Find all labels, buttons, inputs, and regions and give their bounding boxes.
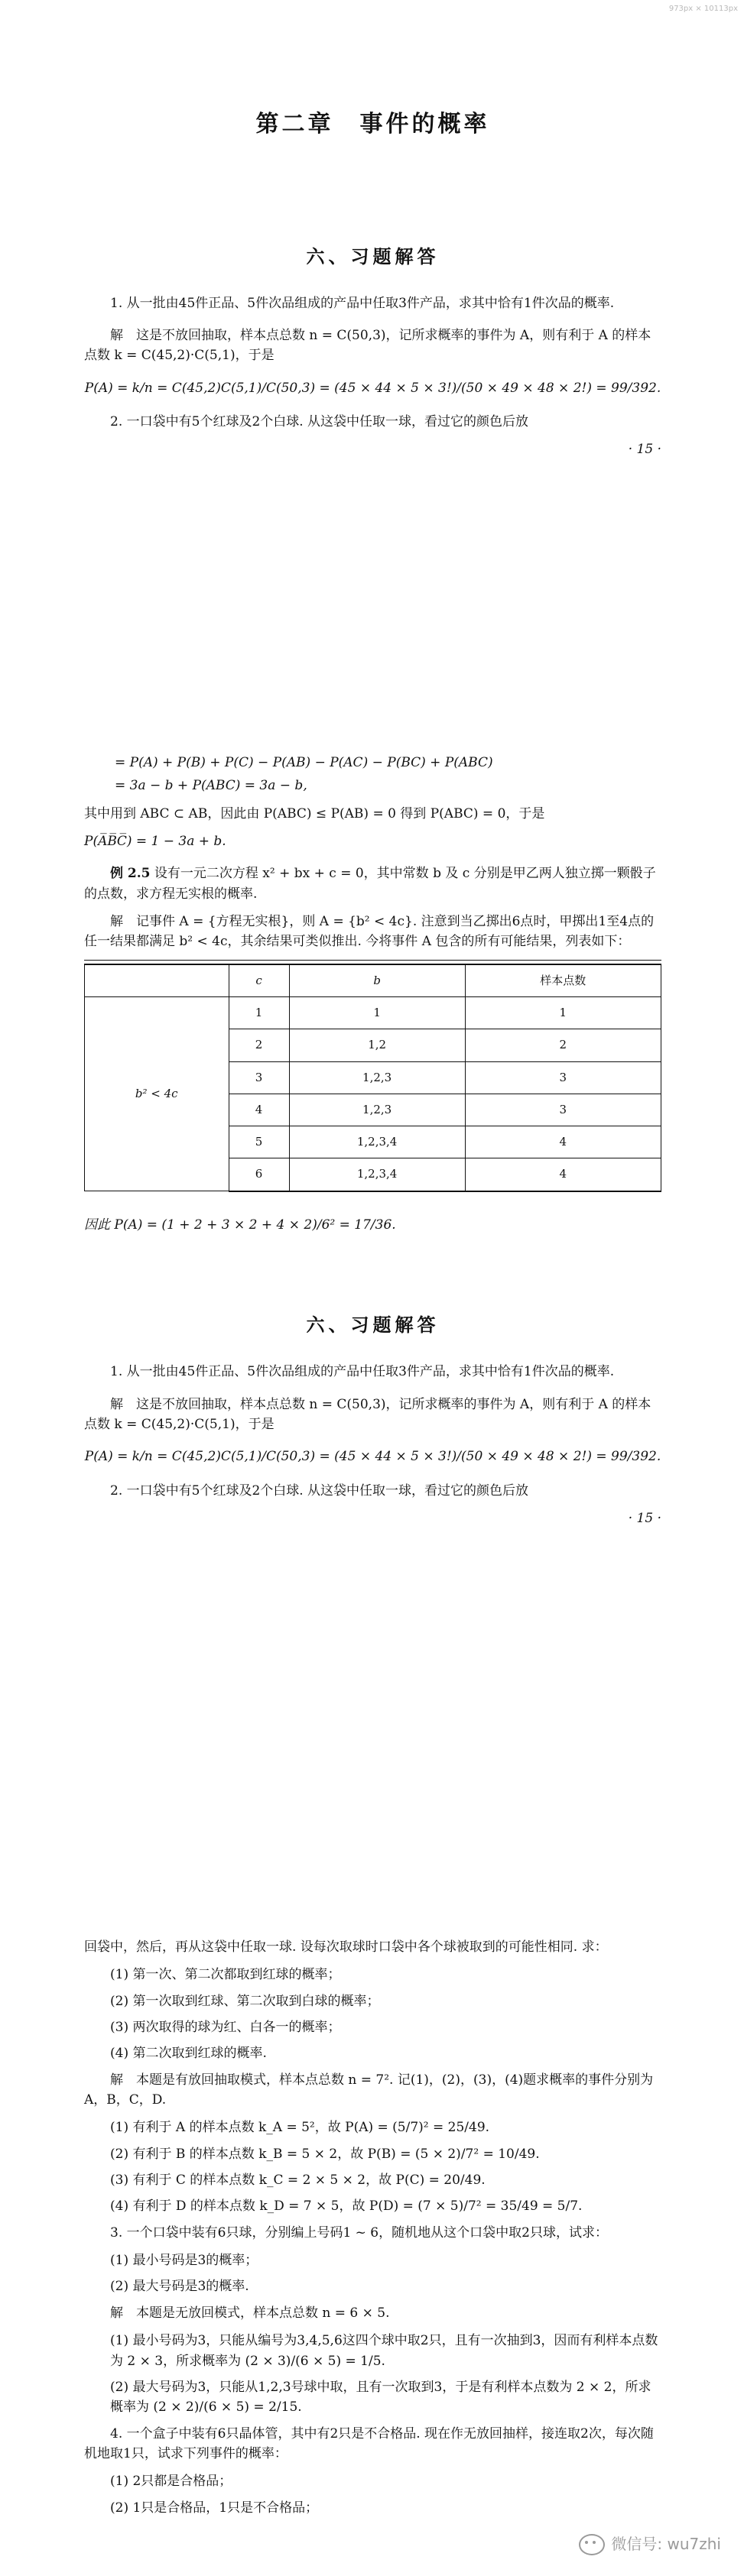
- table-cell: 2: [465, 1029, 661, 1061]
- question-4: 4. 一个盒子中装有6只晶体管，其中有2只是不合格品. 现在作无放回抽样，接连取2次，每次随机地取1只，试求下列事件的概率：: [84, 2425, 654, 2461]
- question-1-formula-repeat: P(A) = k/n = C(45,2)C(5,1)/C(50,3) = (45 × 44 × 5 × 3!)/(50 × 49 × 48 × 2!) = 99/392.: [84, 1449, 661, 1465]
- table-cell: 1,2: [289, 1029, 465, 1061]
- table-row: [85, 997, 661, 1029]
- question-2-continued: 回袋中，然后，再从这袋中任取一球. 设每次取球时口袋中各个球被取到的可能性相同. 求：: [84, 1939, 608, 1955]
- wechat-icon: [579, 2534, 605, 2555]
- example-label: 例 2.5: [110, 866, 151, 882]
- equation-result: P(A̅B̅C̅) = 1 − 3a + b.: [84, 834, 226, 850]
- page-block-3: [84, 1311, 661, 1528]
- table-cell: 3: [465, 1094, 661, 1126]
- example-conclusion: 因此 P(A) = (1 + 2 + 3 × 2 + 4 × 2)/6² = 17/36.: [84, 1217, 396, 1233]
- table-cell: 3: [465, 1061, 661, 1094]
- page-block-2: [84, 753, 661, 1243]
- chapter-title: 第二章 事件的概率: [255, 111, 490, 138]
- question-1-solution: 解 这是不放回抽取，样本点总数 n = C(50,3)，记所求概率的事件为 A，则有利于 A 的样本点数 k = C(45,2)·C(5,1)，于是: [84, 328, 651, 364]
- equation-line-2: = 3a − b + P(ABC) = 3a − b,: [115, 778, 307, 794]
- question-3: 3. 一个口袋中装有6只球，分别编上号码1 ~ 6，随机地从这个口袋中取2只球，试求：: [110, 2224, 608, 2241]
- table-top-rule: [84, 960, 661, 961]
- list-item: (2) 1只是合格品，1只是不合格品；: [110, 2500, 319, 2516]
- answer-item: (3) 有利于 C 的样本点数 k_C = 2 × 5 × 2，故 P(C) = 20/49.: [110, 2173, 486, 2189]
- section-title: 六、习题解答: [306, 245, 440, 267]
- example-text: 设有一元二次方程 x² + bx + c = 0，其中常数 b 及 c 分别是甲乙两人独立掷一颗骰子的点数，求方程无实根的概率.: [84, 866, 656, 902]
- table-cell: 4: [229, 1094, 289, 1126]
- section-title-repeat: 六、习题解答: [306, 1314, 440, 1336]
- page-number-repeat: · 15 ·: [628, 1510, 661, 1526]
- table-cell: 6: [229, 1158, 289, 1191]
- table-cell: 4: [465, 1126, 661, 1158]
- table-header-b: b: [289, 964, 465, 997]
- list-item: (2) 最大号码是3的概率.: [110, 2279, 249, 2295]
- answer-item: (2) 最大号码为3，只能从1,2,3号球中取，且有一次取到3，于是有利样本点数为 2 × 2，所求概率为 (2 × 2)/(6 × 5) = 2/15.: [110, 2379, 651, 2416]
- question-2-solution: 解 本题是有放回抽取模式，样本点总数 n = 7². 记(1)，(2)，(3)，(4)题求概率的事件分别为 A，B，C，D.: [84, 2072, 654, 2108]
- watermark: [579, 2532, 721, 2556]
- answer-item: (4) 有利于 D 的样本点数 k_D = 7 × 5，故 P(D) = (7 × 5)/7² = 35/49 = 5/7.: [110, 2199, 583, 2215]
- page-block-1: [84, 107, 661, 460]
- table-cell: 1: [229, 997, 289, 1029]
- table-header-empty: [85, 964, 229, 997]
- list-item: (1) 2只都是合格品；: [110, 2474, 232, 2490]
- table-cell: 3: [229, 1061, 289, 1094]
- answer-item: (2) 有利于 B 的样本点数 k_B = 5 × 2，故 P(B) = (5 × 2)/7² = 10/49.: [110, 2146, 540, 2162]
- question-1-solution-repeat: 解 这是不放回抽取，样本点总数 n = C(50,3)，记所求概率的事件为 A，则有利于 A 的样本点数 k = C(45,2)·C(5,1)，于是: [84, 1396, 651, 1432]
- table-cell: 1: [289, 997, 465, 1029]
- table-condition-cell: b² < 4c: [85, 997, 229, 1191]
- question-2-start-repeat: 2. 一口袋中有5个红球及2个白球. 从这袋中任取一球，看过它的颜色后放: [110, 1482, 529, 1499]
- question-2-start: 2. 一口袋中有5个红球及2个白球. 从这袋中任取一球，看过它的颜色后放: [110, 414, 529, 430]
- question-3-solution: 解 本题是无放回模式，样本点总数 n = 6 × 5.: [110, 2305, 390, 2321]
- equation-line-1: = P(A) + P(B) + P(C) − P(AB) − P(AC) − P(BC) + P(ABC): [115, 755, 493, 770]
- outcome-table: [84, 964, 661, 1192]
- page-number: · 15 ·: [628, 442, 661, 458]
- image-size-label: 973px × 10113px: [668, 5, 738, 13]
- list-item: (1) 最小号码是3的概率；: [110, 2253, 258, 2269]
- table-cell: 2: [229, 1029, 289, 1061]
- table-cell: 1,2,3: [289, 1061, 465, 1094]
- question-1: 1. 从一批由45件正品、5件次品组成的产品中任取3件产品，求其中恰有1件次品的概率.: [110, 295, 615, 311]
- list-item: (4) 第二次取到红球的概率.: [110, 2046, 267, 2062]
- table-cell: 1,2,3,4: [289, 1126, 465, 1158]
- question-1-formula: P(A) = k/n = C(45,2)C(5,1)/C(50,3) = (45 × 44 × 5 × 3!)/(50 × 49 × 48 × 2!) = 99/392.: [84, 380, 661, 396]
- page-block-4: [84, 1937, 661, 2524]
- table-cell: 1,2,3,4: [289, 1158, 465, 1191]
- table-cell: 4: [465, 1158, 661, 1191]
- list-item: (2) 第一次取到红球、第二次取到白球的概率；: [110, 1993, 380, 2009]
- table-cell: 5: [229, 1126, 289, 1158]
- watermark-text: 微信号: wu7zhi: [611, 2535, 721, 2553]
- list-item: (3) 两次取得的球为红、白各一的概率；: [110, 2020, 341, 2036]
- list-item: (1) 第一次、第二次都取到红球的概率；: [110, 1967, 341, 1983]
- example-2-5: [84, 864, 661, 904]
- table-header-count: 样本点数: [465, 964, 661, 997]
- question-1-repeat: 1. 从一批由45件正品、5件次品组成的产品中任取3件产品，求其中恰有1件次品的概率.: [110, 1364, 615, 1380]
- equation-text: 其中用到 ABC ⊂ AB，因此由 P(ABC) ≤ P(AB) = 0 得到 P(ABC) = 0，于是: [84, 805, 545, 821]
- example-solution: 解 记事件 A = {方程无实根}，则 A = {b² < 4c}. 注意到当乙掷出6点时，甲掷出1至4点的任一结果都满足 b² < 4c，其余结果可类似推出. 今将事件 A 包含的所有可能结果，列表如下：: [84, 914, 655, 950]
- table-header-c: c: [229, 964, 289, 997]
- table-header-row: [85, 964, 661, 997]
- answer-item: (1) 最小号码为3，只能从编号为3,4,5,6这四个球中取2只，且有一次抽到3，因而有利样本点数为 2 × 3，所求概率为 (2 × 3)/(6 × 5) = 1/5.: [110, 2333, 658, 2369]
- table-cell: 1: [465, 997, 661, 1029]
- answer-item: (1) 有利于 A 的样本点数 k_A = 5²，故 P(A) = (5/7)² = 25/49.: [110, 2120, 490, 2136]
- table-cell: 1,2,3: [289, 1094, 465, 1126]
